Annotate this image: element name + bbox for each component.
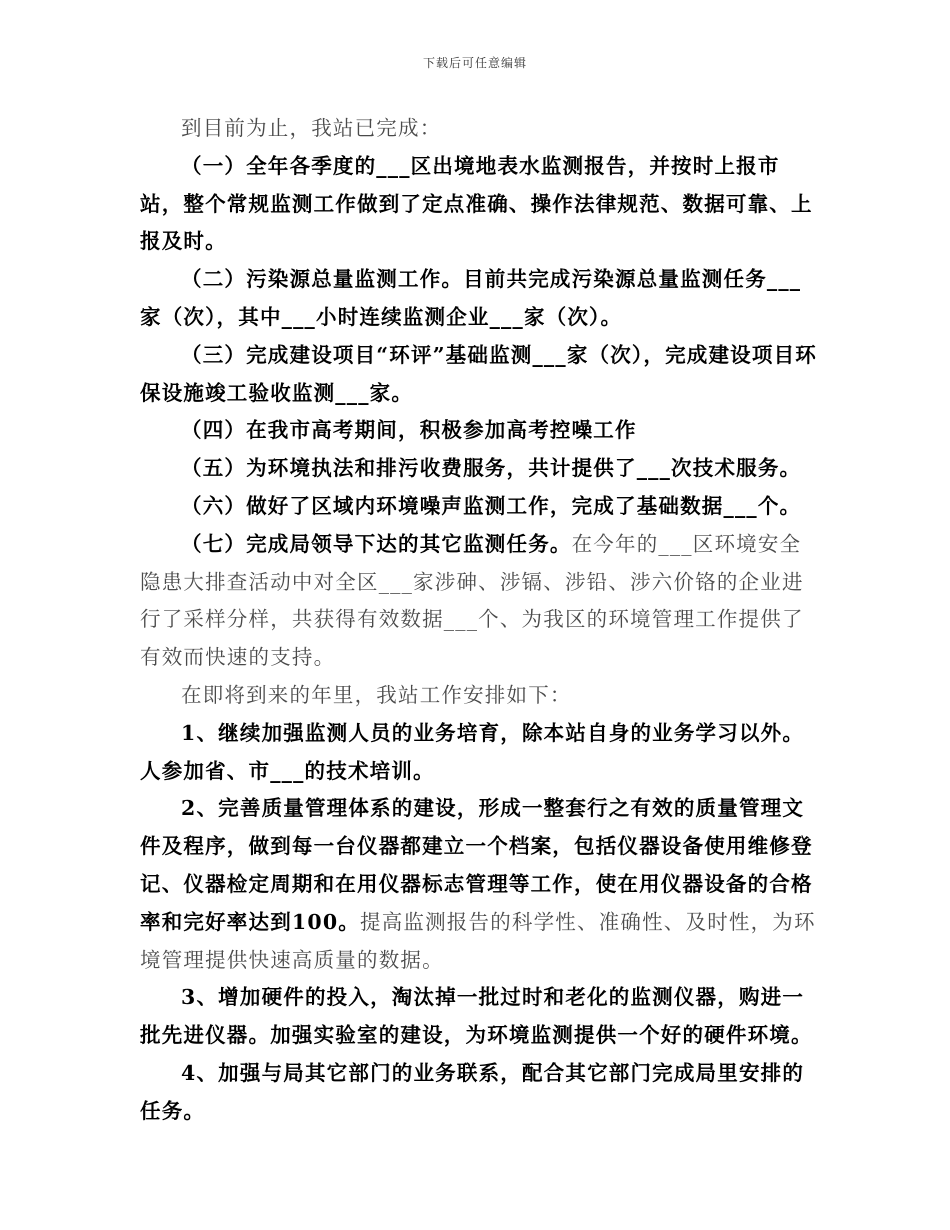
item-4-paragraph: （四）在我市高考期间，积极参加高考控噪工作: [181, 418, 637, 443]
plan-2-paragraph: [140, 790, 820, 979]
item-2-paragraph: （二）污染源总量监测工作。目前共完成污染源总量监测任务___家（次），其中___小时连续监测企业___家（次）。: [140, 267, 802, 329]
plan-2-bold-text: 2、完善质量管理体系的建设，形成一整套行之有效的质量管理文件及程序，做到每一台仪器都建立一个档案，包括仪器设备使用维修登记、仪器检定周期和在用仪器标志管理等工作，使在用仪器设备的合格率和完好率达到100。: [140, 796, 813, 934]
plan-3-paragraph: 3、增加硬件的投入，淘汰掉一批过时和老化的监测仪器，购进一批先进仪器。加强实验室的建设，为环境监测提供一个好的硬件环境。: [140, 985, 813, 1048]
intro-paragraph: 到目前为止，我站已完成：: [181, 116, 442, 140]
plan-1-paragraph: 1、继续加强监测人员的业务培育，除本站自身的业务学习以外。人参加省、市___的技术培训。: [140, 720, 805, 783]
item-1-paragraph: （一）全年各季度的___区出境地表水监测报告，并按时上报市站，整个常规监测工作做到了定点准确、操作法律规范、数据可靠、上报及时。: [140, 153, 813, 254]
document-body: [140, 110, 820, 1131]
item-7-light-text: 在今年的___区环境安全隐患大排查活动中对全区___家涉砷、涉镉、涉铅、涉六价铬的企业进行了采样分样，共获得有效数据___个、为我区的环境管理工作提供了有效而快速的支持。: [140, 531, 804, 670]
item-7-paragraph: [140, 526, 820, 677]
header-note: 下载后可任意编辑: [422, 56, 527, 70]
plan-4-paragraph: 4、加强与局其它部门的业务联系，配合其它部门完成局里安排的任务。: [140, 1060, 805, 1123]
item-3-paragraph: （三）完成建设项目“环评”基础监测___家（次），完成建设项目环保设施竣工验收监测___家。: [140, 342, 817, 405]
plan-2-light-text: 提高监测报告的科学性、准确性、及时性，为环境管理提供快速高质量的数据。: [140, 909, 816, 972]
item-5-paragraph: （五）为环境执法和排污收费服务，共计提供了___次技术服务。: [181, 456, 802, 481]
item-7-bold-text: （七）完成局领导下达的其它监测任务。: [181, 531, 572, 556]
plan-intro-paragraph: 在即将到来的年里，我站工作安排如下：: [181, 682, 572, 707]
item-6-paragraph: （六）做好了区域内环境噪声监测工作，完成了基础数据___个。: [181, 493, 802, 518]
